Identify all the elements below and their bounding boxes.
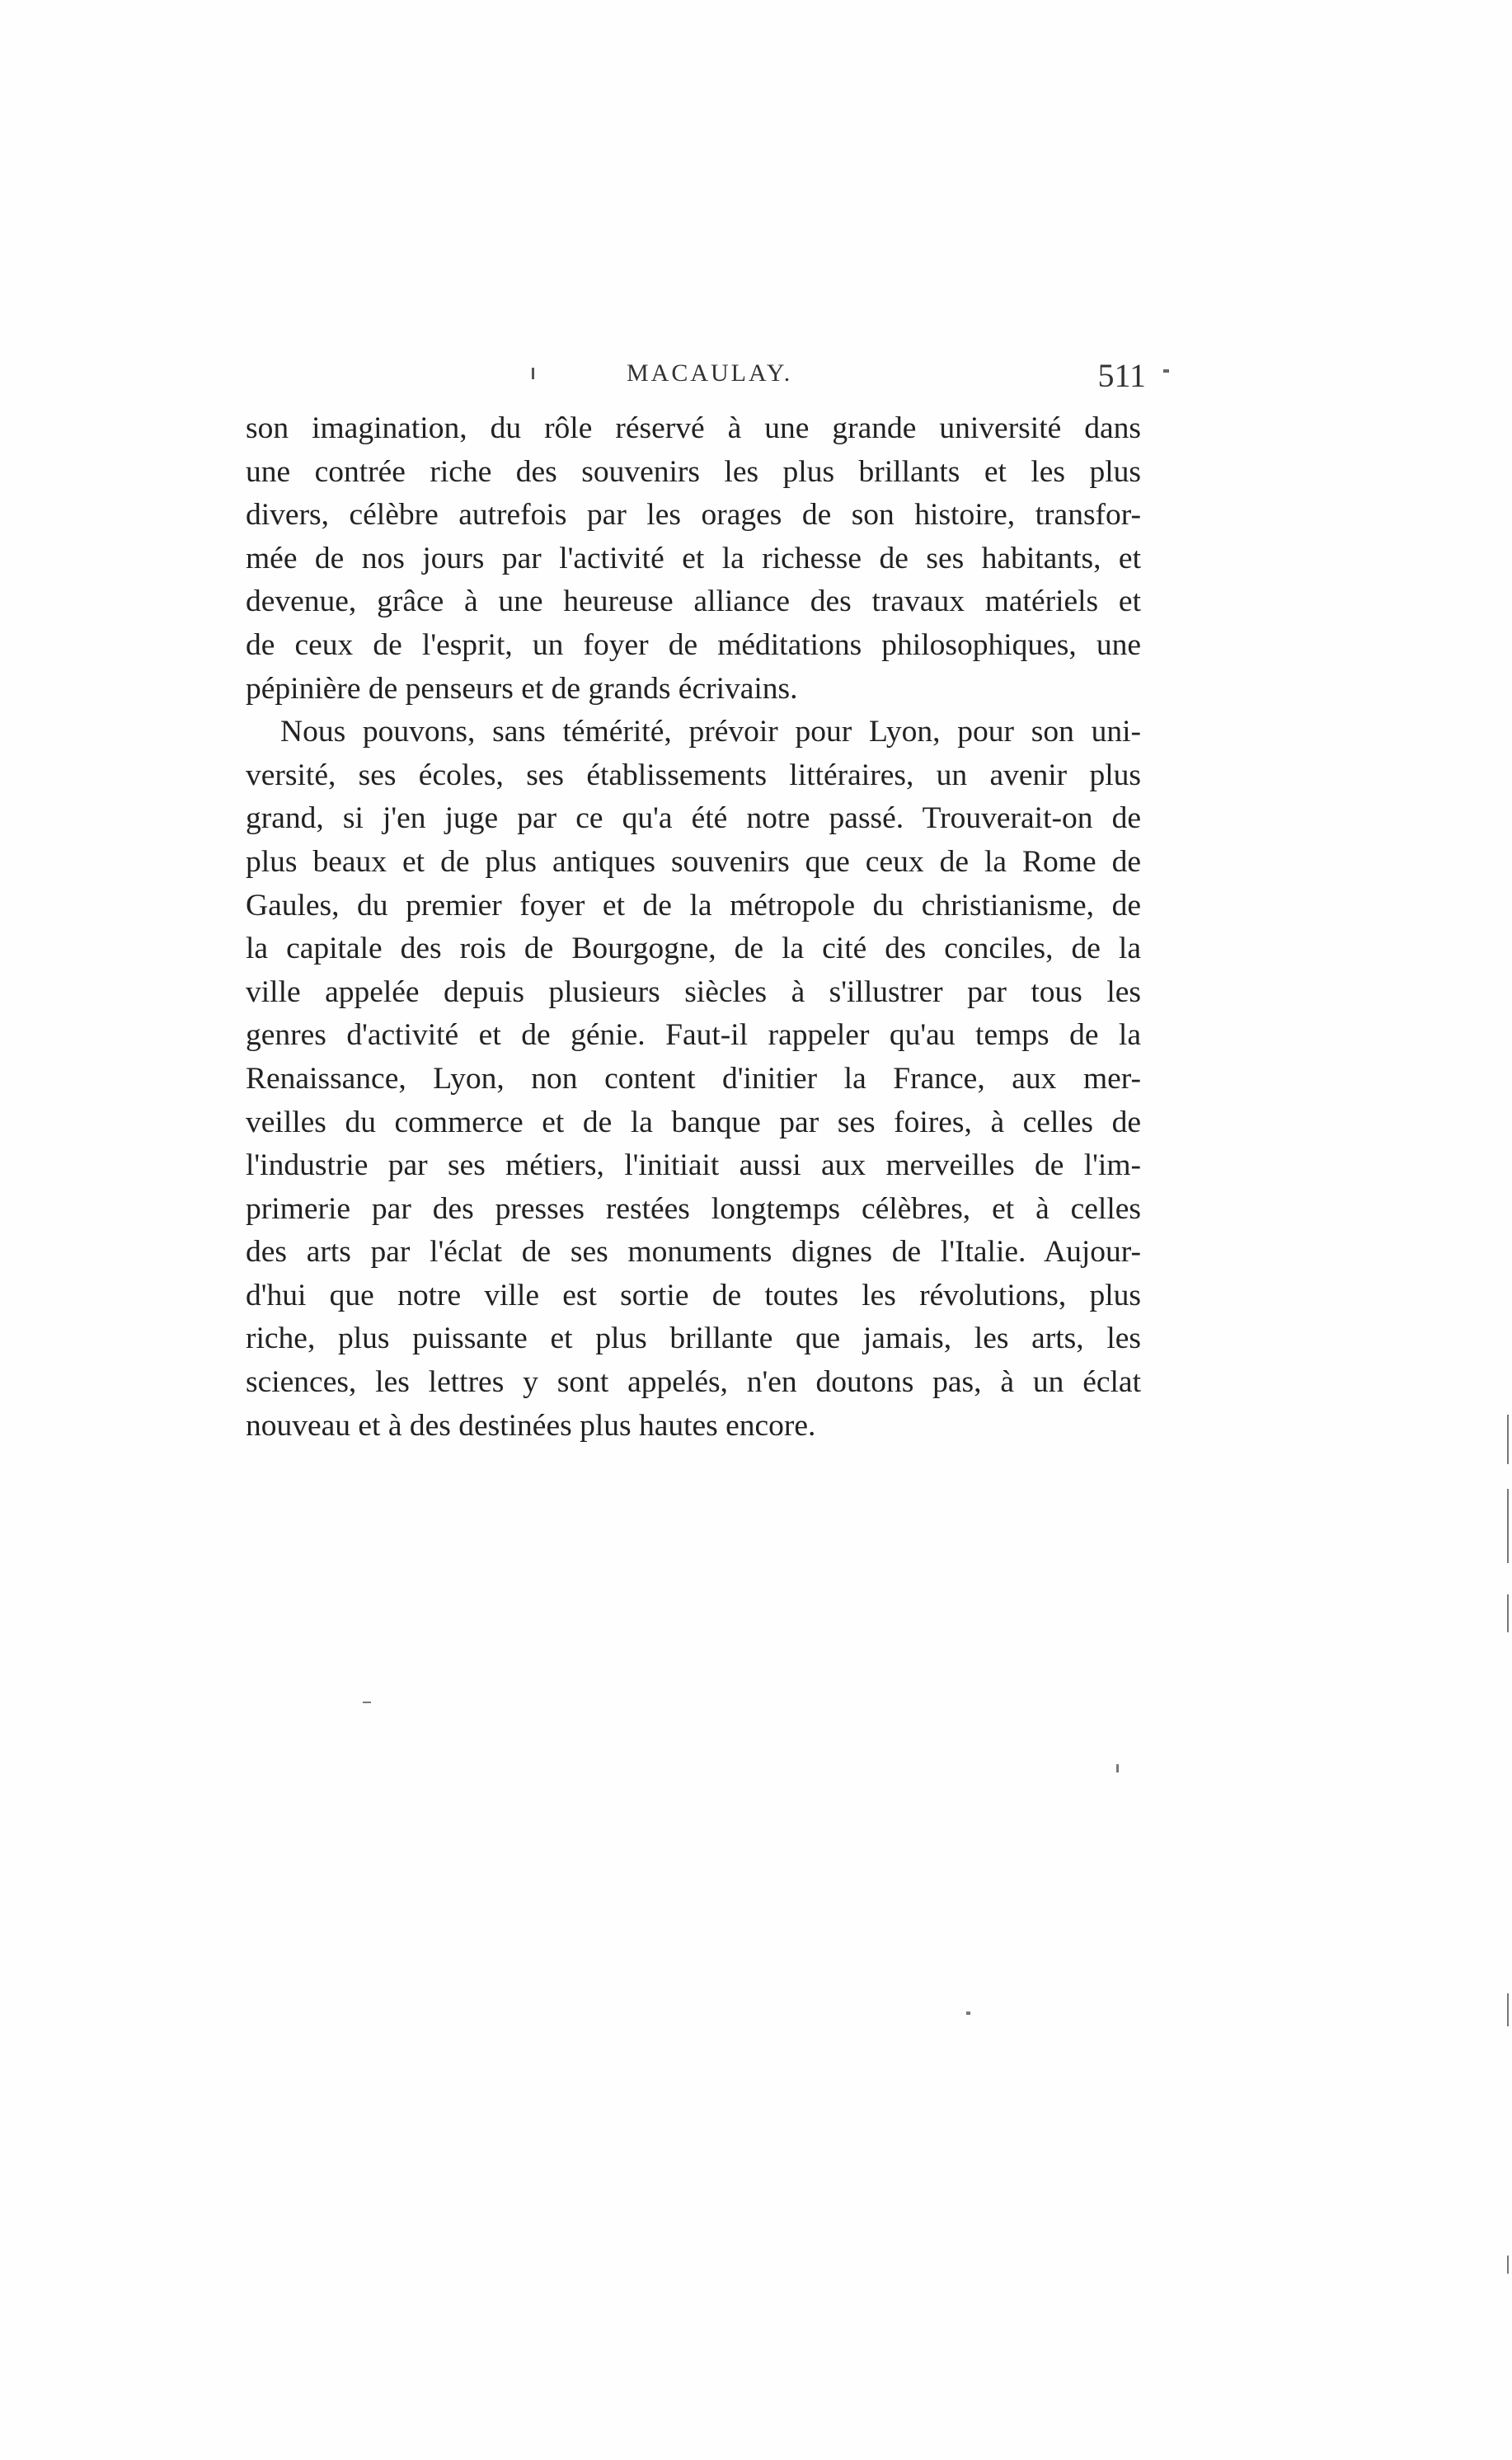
text-line: riche, plus puissante et plus brillante que jamais, les arts, les: [246, 1322, 1141, 1356]
text-line: grand, si j'en juge par ce qu'a été notre passé. Trouverait-on de: [246, 801, 1141, 836]
body-text: [246, 407, 1141, 1448]
text-line: divers, célèbre autrefois par les orages de son histoire, transfor-: [246, 498, 1141, 533]
text-line: Nous pouvons, sans témérité, prévoir pour Lyon, pour son uni-: [280, 715, 1141, 749]
text-line: l'industrie par ses métiers, l'initiait aussi aux merveilles de l'im-: [246, 1148, 1141, 1183]
print-mark: [532, 368, 534, 379]
text-line: versité, ses écoles, ses établissements littéraires, un avenir plus: [246, 758, 1141, 792]
scan-speck: [363, 1702, 371, 1703]
text-line: Renaissance, Lyon, non content d'initier la France, aux mer-: [246, 1061, 1141, 1096]
scan-speck: [1507, 1594, 1509, 1632]
text-line: nouveau et à des destinées plus hautes encore.: [246, 1408, 816, 1443]
text-line: plus beaux et de plus antiques souvenirs que ceux de la Rome de: [246, 844, 1141, 879]
text-line: de ceux de l'esprit, un foyer de méditations philosophiques, une: [246, 627, 1141, 662]
scan-speck: [1507, 1993, 1509, 2026]
text-line: veilles du commerce et de la banque par ses foires, à celles de: [246, 1105, 1141, 1139]
scan-speck: [1507, 2256, 1509, 2274]
paragraph: [246, 711, 1141, 1448]
print-mark: [1163, 369, 1169, 373]
scan-speck: [1507, 1489, 1509, 1563]
running-title: MACAULAY.: [627, 359, 793, 387]
text-line: des arts par l'éclat de ses monuments dignes de l'Italie. Aujour-: [246, 1235, 1141, 1270]
text-line: la capitale des rois de Bourgogne, de la cité des conciles, de la: [246, 932, 1141, 966]
text-line: son imagination, du rôle réservé à une grande université dans: [246, 411, 1141, 445]
text-line: devenue, grâce à une heureuse alliance des travaux matériels et: [246, 584, 1141, 619]
text-line: pépinière de penseurs et de grands écrivains.: [246, 671, 798, 706]
paragraph: [246, 407, 1141, 711]
running-head: [247, 359, 1146, 401]
text-line: primerie par des presses restées longtemps célèbres, et à celles: [246, 1191, 1141, 1226]
text-line: genres d'activité et de génie. Faut-il rappeler qu'au temps de la: [246, 1018, 1141, 1053]
text-line: Gaules, du premier foyer et de la métropole du christianisme, de: [246, 888, 1141, 922]
scan-speck: [1116, 1764, 1119, 1772]
text-line: mée de nos jours par l'activité et la richesse de ses habitants, et: [246, 541, 1141, 575]
text-line: d'hui que notre ville est sortie de toutes les révolutions, plus: [246, 1278, 1141, 1312]
scan-speck: [1507, 1415, 1509, 1464]
scan-speck: [966, 2012, 970, 2015]
text-line: une contrée riche des souvenirs les plus brillants et les plus: [246, 454, 1141, 489]
text-line: ville appelée depuis plusieurs siècles à s'illustrer par tous les: [246, 974, 1141, 1009]
page-number: 511: [1097, 357, 1146, 394]
text-line: sciences, les lettres y sont appelés, n'en doutons pas, à un éclat: [246, 1365, 1141, 1400]
